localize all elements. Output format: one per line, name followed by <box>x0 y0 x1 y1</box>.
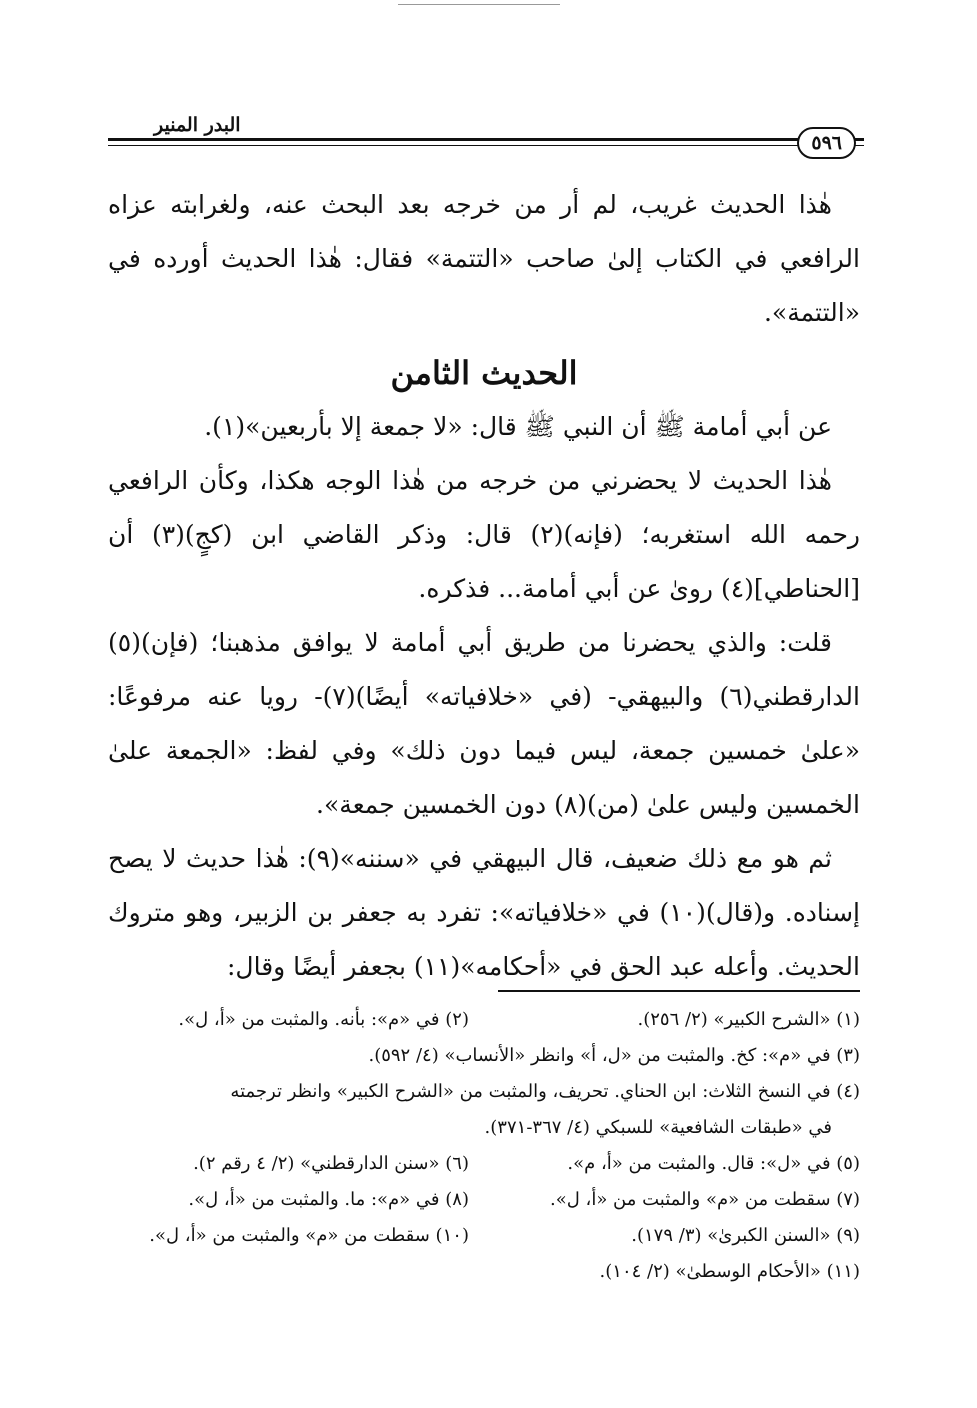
footnote-9: (٩) «السنن الكبرىٰ» (٣/ ١٧٩). <box>631 1225 860 1246</box>
paragraph-5: ثم هو مع ذلك ضعيف، قال البيهقي في «سننه»(٩): هٰذا حديث لا يصح إسناده. و(قال)(١٠) في «خلافياته»: تفرد به جعفر بن الزبير، وهو متروك الحديث. وأعله عبد الحق في «أحكامه»(١١) بجعفر أيضًا وقال: <box>108 844 860 981</box>
section-heading: الحديث الثامن <box>390 354 578 392</box>
paragraph-4: قلت: والذي يحضرنا من طريق أبي أمامة لا يوافق مذهبنا؛ (فإن)(٥) الدارقطني(٦) والبيهقي- (في «خلافياته» أيضًا)(٧)- رويا عنه مرفوعًا: «علىٰ خمسين جمعة، ليس فيما دون ذلك» وفي لفظ: «الجمعة علىٰ الخمسين وليس علىٰ (من)(٨) دون الخمسين جمعة». <box>108 628 860 819</box>
footnote-row <box>108 1254 860 1290</box>
paragraph-3: هٰذا الحديث لا يحضرني من خرجه من هٰذا الوجه هكذا، وكأن الرافعي رحمه الله استغربه؛ (فإنه)(٢) قال: وذكر القاضي ابن (كجٍ)(٣) أن [الحناطي](٤) روىٰ عن أبي أمامة... فذكره. <box>108 466 861 603</box>
footnote-row <box>108 1218 860 1254</box>
footnote-row <box>108 1110 860 1146</box>
paragraph-1: هٰذا الحديث غريب، لم أر من خرجه بعد البحث عنه، ولغرابته عزاه الرافعي في الكتاب إلىٰ صاحب «التتمة» فقال: هٰذا الحديث أورده في «التتمة». <box>108 190 860 327</box>
footnotes <box>108 1002 860 1290</box>
footnote-11: (١١) «الأحكام الوسطىٰ» (٢/ ١٠٤). <box>599 1261 860 1282</box>
main-text <box>108 178 860 994</box>
paragraph-2: عن أبي أمامة ﷺ أن النبي ﷺ قال: «لا جمعة إلا بأربعين»(١). <box>204 412 832 441</box>
footnote-10: (١٠) سقطت من «م» والمثبت من «أ، ل». <box>149 1225 469 1246</box>
footnote-row <box>108 1182 860 1218</box>
footnote-2: (٢) في «م»: بأنه. والمثبت من «أ، ل». <box>178 1009 469 1030</box>
footnote-row <box>108 1146 860 1182</box>
page-number: ٥٩٦ <box>797 127 856 159</box>
footnote-7: (٧) سقطت من «م» والمثبت من «أ، ل». <box>549 1189 860 1210</box>
footnote-4: (٤) في النسخ الثلاث: ابن الحناي. تحريف، والمثبت من «الشرح الكبير» وانظر ترجمته <box>230 1081 860 1102</box>
header-rule-thick <box>108 138 864 141</box>
running-header <box>108 110 864 158</box>
footnote-row <box>108 1074 860 1110</box>
book-title: البدر المنير <box>148 114 247 136</box>
footnote-8: (٨) في «م»: ما. والمثبت من «أ، ل». <box>188 1189 469 1210</box>
footnote-6: (٦) «سنن الدارقطني» (٢/ ٤ رقم ٢). <box>193 1153 469 1174</box>
footnote-3: (٣) في «م»: كخ. والمثبت من «ل، أ» وانظر «الأنساب» (٤/ ٥٩٢). <box>368 1045 860 1066</box>
header-rule-thin <box>108 145 864 146</box>
footnote-4-continued: في «طبقات الشافعية» للسبكي (٤/ ٣٦٧-٣٧١). <box>484 1117 832 1138</box>
top-scan-line <box>398 4 560 5</box>
footnote-5: (٥) في «ل»: قال. والمثبت من «أ، م». <box>567 1153 860 1174</box>
footnote-row <box>108 1002 860 1038</box>
footnote-row <box>108 1038 860 1074</box>
footnote-separator <box>498 990 860 992</box>
footnote-1: (١) «الشرح الكبير» (٢/ ٢٥٦). <box>637 1009 860 1030</box>
